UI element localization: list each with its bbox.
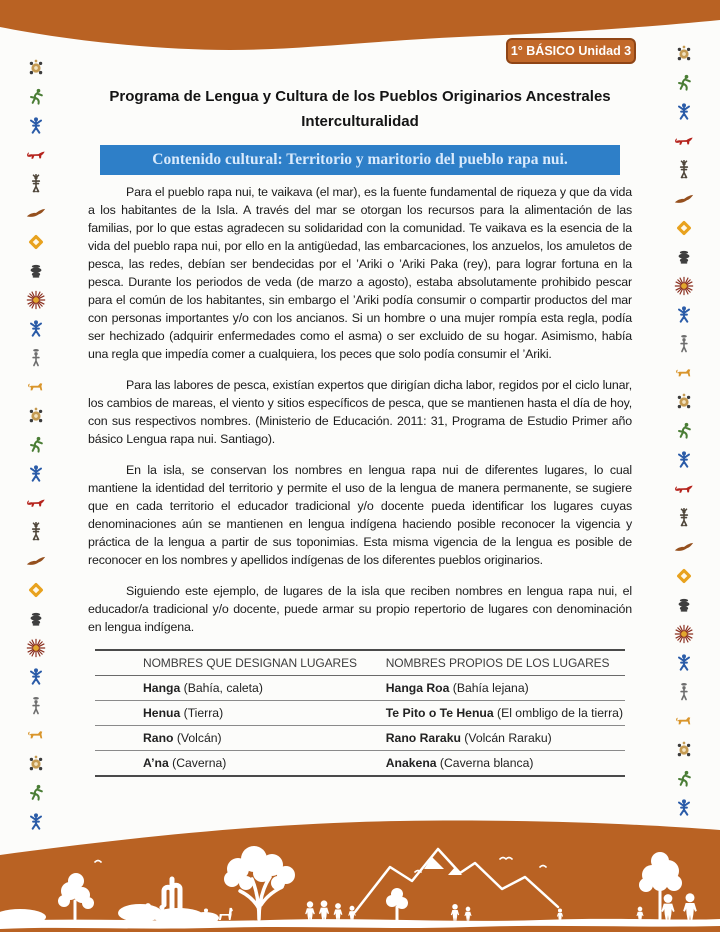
table-cell: Hanga Roa (Bahía lejana) [384,676,625,701]
dog-icon [26,377,46,397]
dancer-figure-icon [26,87,46,107]
table-cell: A’na (Caverna) [143,756,227,770]
water-carrier-icon [674,334,694,354]
dancer-figure-icon [674,73,694,93]
fox-icon [26,493,46,513]
table-header-col2: NOMBRES PROPIOS DE LOS LUGARES [384,650,625,676]
figure-arms-up-icon [26,116,46,136]
table-cell: Te Pito o Te Henua (El ombligo de la tierra) [384,701,625,726]
condor-icon [26,203,46,223]
fox-icon [26,145,46,165]
table-row [95,676,625,701]
figure-arms-up-icon [674,305,694,325]
figure-arms-up-icon [674,798,694,818]
landscape-illustration [0,817,720,932]
figure-arms-up-icon [674,450,694,470]
body-text [88,183,632,636]
paragraph-4: Siguiendo este ejemplo, de lugares de la isla que reciben nombres en lengua rapa nui, el educador/a tradicional y/o docente, puede armar su propio repertorio de lugares con denominación en lengua indígena. [88,584,632,634]
condor-icon [674,189,694,209]
condor-icon [674,537,694,557]
ancestor-figure-icon [674,508,694,528]
page-content [88,183,632,777]
unit-badge: 1° BÁSICO Unidad 3 [506,38,636,64]
turtle-icon [674,44,694,64]
paragraph-2: Para las labores de pesca, existían expertos que dirigían dicha labor, regidos por el ciclo lunar, los cambios de mareas, el viento y sitios específicos de pesca, que se mantienen hasta el día de hoy, con sus respectivos nombres. (Ministerio de Educación. 2011: 31, Programa de Estudio Primer año básico Lengua rapa nui. Santiago). [88,378,632,446]
ancestor-figure-icon [26,522,46,542]
water-carrier-icon [674,682,694,702]
diamond-icon [26,580,46,600]
table-cell: Hanga (Bahía, caleta) [95,676,384,701]
program-title-line2: Interculturalidad [301,113,419,130]
table-cell: Anakena (Caverna blanca) [385,756,534,770]
figure-arms-up-icon [674,102,694,122]
dancer-figure-icon [674,421,694,441]
fox-icon [674,479,694,499]
pot-icon [674,247,694,267]
dog-icon [674,711,694,731]
right-icon-strip [670,44,698,818]
turtle-icon [26,406,46,426]
water-carrier-icon [26,348,46,368]
sun-icon [674,624,694,644]
turtle-icon [674,392,694,412]
dog-icon [674,363,694,383]
figure-arms-up-icon [26,464,46,484]
diamond-icon [674,218,694,238]
dancer-figure-icon [674,769,694,789]
paragraph-1: Para el pueblo rapa nui, te vaikava (el mar), es la fuente fundamental de riqueza y que da vida a los habitantes de la Isla. A través del mar se otorgan los recursos para la alimentación de las familias, por lo que estas agradecen su solidaridad con la comunidad. Te vaikava es la esencia de la vida del pueblo rapa nui, por ello en la antigüedad, las embarcaciones, los anzuelos, los amuletos de pesca, las redes, debían ser bendecidas por el ’Ariki o ’Ariki Paka (rey), para lograr fortuna en la pesca. Durante los periodos de veda (de marzo a agosto), estaba absolutamente prohibido pescar para el común de los habitantes, sin embargo el ’Ariki podía consumir o compartir productos del mar con personas importantes y/o con los ancianos. Si un hombre o una mujer rompía esta regla, podía ser hechizado (adquirir enfermedades como el asma) o ser excluido de su hogar. Asimismo, había una regla que impedía comer a cualquiera, los peces que solo podía consumir el ’Ariki. [88,185,632,361]
cultural-content-banner: Contenido cultural: Territorio y maritorio del pueblo rapa nui. [100,145,620,175]
dancer-figure-icon [26,783,46,803]
turtle-icon [674,740,694,760]
water-carrier-icon [26,696,46,716]
table-cell: Rano (Volcán) [95,726,384,751]
figure-arms-up-icon [26,667,46,687]
figure-arms-up-icon [674,653,694,673]
table-row [95,726,625,751]
ancestor-figure-icon [26,174,46,194]
table-header-col1: NOMBRES QUE DESIGNAN LUGARES [95,650,384,676]
program-title-line1: Programa de Lengua y Cultura de los Pueblos Originarios Ancestrales [109,88,611,105]
dancer-figure-icon [26,435,46,455]
places-table [95,649,625,777]
table-row [95,751,625,777]
fox-icon [674,131,694,151]
sun-icon [674,276,694,296]
table-cell: Rano Raraku (Volcán Raraku) [384,726,625,751]
diamond-icon [674,566,694,586]
condor-icon [26,551,46,571]
pot-icon [26,261,46,281]
ancestor-figure-icon [674,160,694,180]
dog-icon [26,725,46,745]
pot-icon [26,609,46,629]
figure-arms-up-icon [26,319,46,339]
table-cell: Henua (Tierra) [95,701,384,726]
paragraph-3: En la isla, se conservan los nombres en lengua rapa nui de diferentes lugares, lo cual mantiene la identidad del territorio y permite el uso de la lengua de manera permanente, se sugiere que en cada territorio el educador tradicional y/o docente pueda identificar los lugares cuyas denominaciones aún se mantienen en lengua indígena haciendo posible reconocer la vigencia y práctica de la lengua a partir de sus toponimias. Esta misma vigencia de la lengua es posible de reconocer en los nombres y apellidos indígenas de los diferentes pueblos originarios. [88,463,632,567]
sun-icon [26,638,46,658]
table-row [95,701,625,726]
turtle-icon [26,754,46,774]
table-header-row [95,650,625,676]
diamond-icon [26,232,46,252]
turtle-icon [26,58,46,78]
left-icon-strip [22,58,50,832]
sun-icon [26,290,46,310]
pot-icon [674,595,694,615]
